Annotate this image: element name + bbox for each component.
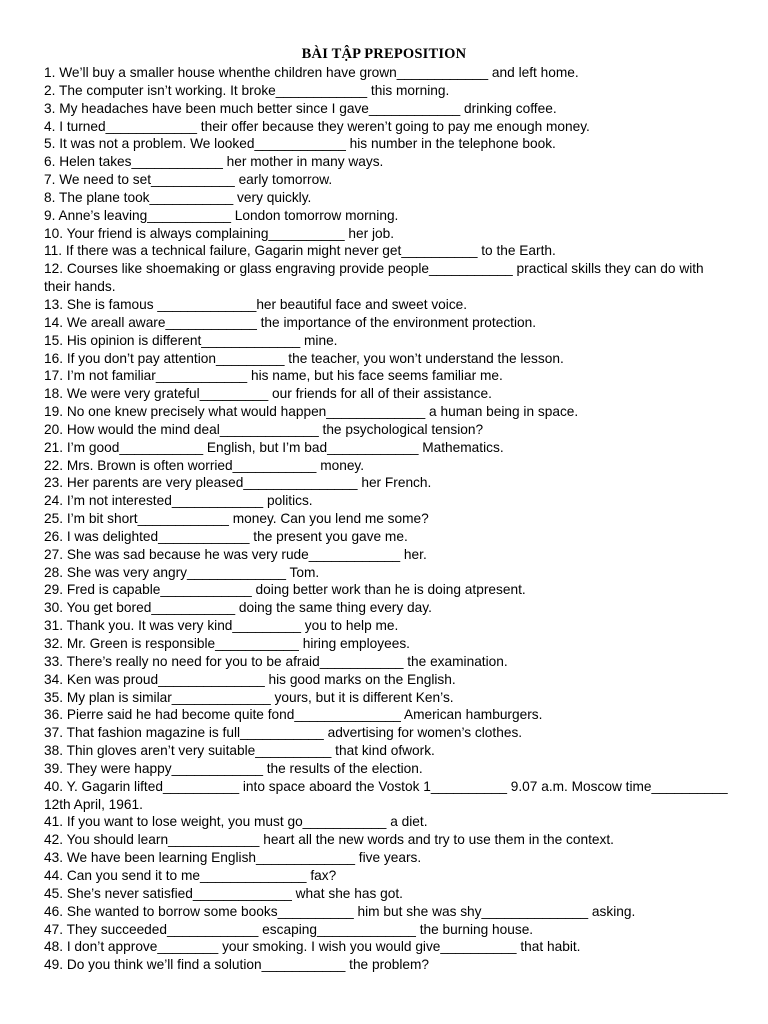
question-item: 3. My headaches have been much better since I gave____________ drinking coffee. [44, 100, 557, 116]
question-item: 14. We areall aware____________ the importance of the environment protection. [44, 314, 537, 330]
question-item: 13. She is famous _____________her beautiful face and sweet voice. [44, 296, 468, 312]
question-item: 35. My plan is similar_____________ yours, but it is different Ken’s. [44, 689, 454, 705]
question-item: 47. They succeeded____________ escaping_____________ the burning house. [44, 921, 534, 937]
question-item: 34. Ken was proud______________ his good marks on the English. [44, 671, 456, 687]
question-item: 9. Anne’s leaving___________ London tomorrow morning. [44, 207, 399, 223]
question-item: 49. Do you think we’ll find a solution___________ the problem? [44, 957, 430, 973]
question-item: 11. If there was a technical failure, Gagarin might never get__________ to the Earth. [44, 243, 556, 259]
question-item: 6. Helen takes____________ her mother in many ways. [44, 154, 384, 170]
question-item: 26. I was delighted____________ the present you gave me. [44, 528, 408, 544]
question-item: 37. That fashion magazine is full___________ advertising for women’s clothes. [44, 725, 523, 741]
question-item: 22. Mrs. Brown is often worried___________ money. [44, 457, 365, 473]
question-item: 20. How would the mind deal_____________ the psychological tension? [44, 421, 484, 437]
question-item: 36. Pierre said he had become quite fond______________ American hamburgers. [44, 707, 543, 723]
question-item: 12. Courses like shoemaking or glass engraving provide people___________ practical skills they can do with their hands. [44, 261, 704, 295]
question-item: 30. You get bored___________ doing the same thing every day. [44, 600, 432, 616]
question-item: 1. We’ll buy a smaller house whenthe children have grown____________ and left home. [44, 65, 579, 80]
question-item: 21. I’m good___________ English, but I’m bad____________ Mathematics. [44, 439, 504, 455]
question-list [44, 64, 734, 974]
question-item: 28. She was very angry_____________ Tom. [44, 564, 320, 580]
question-item: 45. She’s never satisfied_____________ what she has got. [44, 885, 403, 901]
question-item: 15. His opinion is different_____________ mine. [44, 332, 338, 348]
question-item: 46. She wanted to borrow some books__________ him but she was shy______________ asking. [44, 903, 636, 919]
question-item: 19. No one knew precisely what would happen_____________ a human being in space. [44, 404, 579, 420]
question-item: 43. We have been learning English_____________ five years. [44, 850, 422, 866]
question-item: 48. I don’t approve________ your smoking. I wish you would give__________ that habit. [44, 939, 581, 955]
question-item: 44. Can you send it to me______________ fax? [44, 867, 337, 883]
question-item: 2. The computer isn’t working. It broke____________ this morning. [44, 82, 450, 98]
question-item: 10. Your friend is always complaining__________ her job. [44, 225, 395, 241]
question-item: 27. She was sad because he was very rude____________ her. [44, 546, 427, 562]
question-item: 32. Mr. Green is responsible___________ hiring employees. [44, 636, 410, 651]
question-item: 33. There’s really no need for you to be afraid___________ the examination. [44, 653, 508, 669]
question-item: 39. They were happy____________ the results of the election. [44, 760, 423, 776]
question-item: 8. The plane took___________ very quickly. [44, 189, 312, 205]
question-item: 5. It was not a problem. We looked____________ his number in the telephone book. [44, 136, 556, 152]
question-item: 25. I’m bit short____________ money. Can you lend me some? [44, 511, 429, 527]
question-item: 7. We need to set___________ early tomorrow. [44, 172, 333, 188]
question-item: 29. Fred is capable____________ doing better work than he is doing atpresent. [44, 582, 526, 598]
worksheet-title: BÀI TẬP PREPOSITION [301, 46, 467, 62]
question-item: 31. Thank you. It was very kind_________ you to help me. [44, 618, 399, 634]
question-item: 16. If you don’t pay attention_________ the teacher, you won’t understand the lesson. [44, 350, 564, 366]
question-item: 42. You should learn____________ heart all the new words and try to use them in the context. [44, 832, 614, 848]
question-item: 41. If you want to lose weight, you must go___________ a diet. [44, 814, 428, 830]
question-item: 17. I’m not familiar____________ his name, but his face seems familiar me. [44, 368, 503, 384]
question-item: 4. I turned____________ their offer because they weren’t going to pay me enough money. [44, 118, 590, 134]
question-item: 18. We were very grateful_________ our friends for all of their assistance. [44, 386, 492, 402]
question-item: 40. Y. Gagarin lifted__________ into space aboard the Vostok 1__________ 9.07 a.m. Moscow time__________ 12th April, 1961. [44, 778, 728, 812]
question-item: 23. Her parents are very pleased_______________ her French. [44, 475, 432, 491]
question-item: 24. I’m not interested____________ politics. [44, 493, 313, 509]
question-item: 38. Thin gloves aren’t very suitable__________ that kind ofwork. [44, 743, 435, 759]
